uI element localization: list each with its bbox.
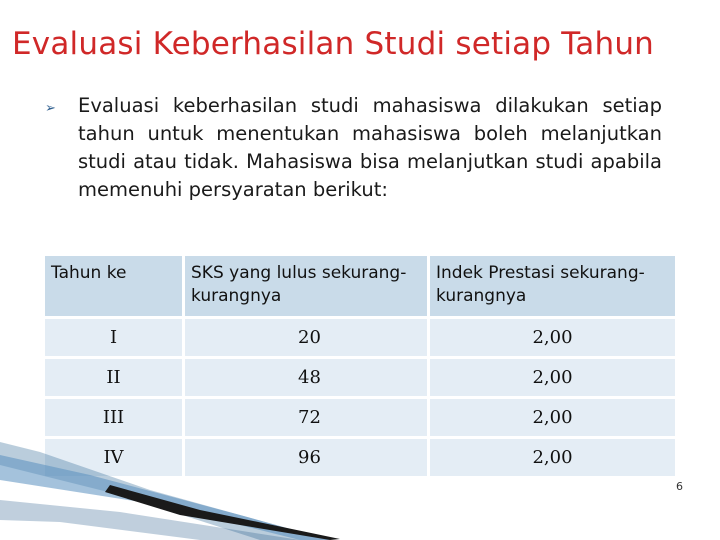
arrow-bullet-icon: ➢ <box>45 101 56 116</box>
cell-ip: 2,00 <box>430 359 675 396</box>
table-row <box>45 319 675 356</box>
header-sks: SKS yang lulus sekurang-kurangnya <box>185 256 427 316</box>
cell-ip: 2,00 <box>430 439 675 476</box>
cell-sks: 72 <box>185 399 427 436</box>
table-row <box>45 399 675 436</box>
cell-tahun: II <box>45 359 182 396</box>
cell-ip: 2,00 <box>430 319 675 356</box>
bullet-text: Evaluasi keberhasilan studi mahasiswa dilakukan setiap tahun untuk menentukan mahasiswa boleh melanjutkan studi atau tidak. Mahasiswa bisa melanjutkan studi apabila memenuhi persyaratan berikut: <box>78 94 662 201</box>
cell-sks: 96 <box>185 439 427 476</box>
cell-ip: 2,00 <box>430 399 675 436</box>
cell-sks: 20 <box>185 319 427 356</box>
cell-tahun: III <box>45 399 182 436</box>
table-row <box>45 359 675 396</box>
cell-tahun: I <box>45 319 182 356</box>
slide-title: Evaluasi Keberhasilan Studi setiap Tahun <box>12 26 655 62</box>
cell-sks: 48 <box>185 359 427 396</box>
decorative-swoosh <box>0 440 720 540</box>
page-number: 6 <box>676 480 683 493</box>
header-tahun: Tahun ke <box>45 256 182 316</box>
header-ip: Indek Prestasi sekurang-kurangnya <box>430 256 675 316</box>
table-header-row <box>45 256 675 316</box>
cell-tahun: IV <box>45 439 182 476</box>
